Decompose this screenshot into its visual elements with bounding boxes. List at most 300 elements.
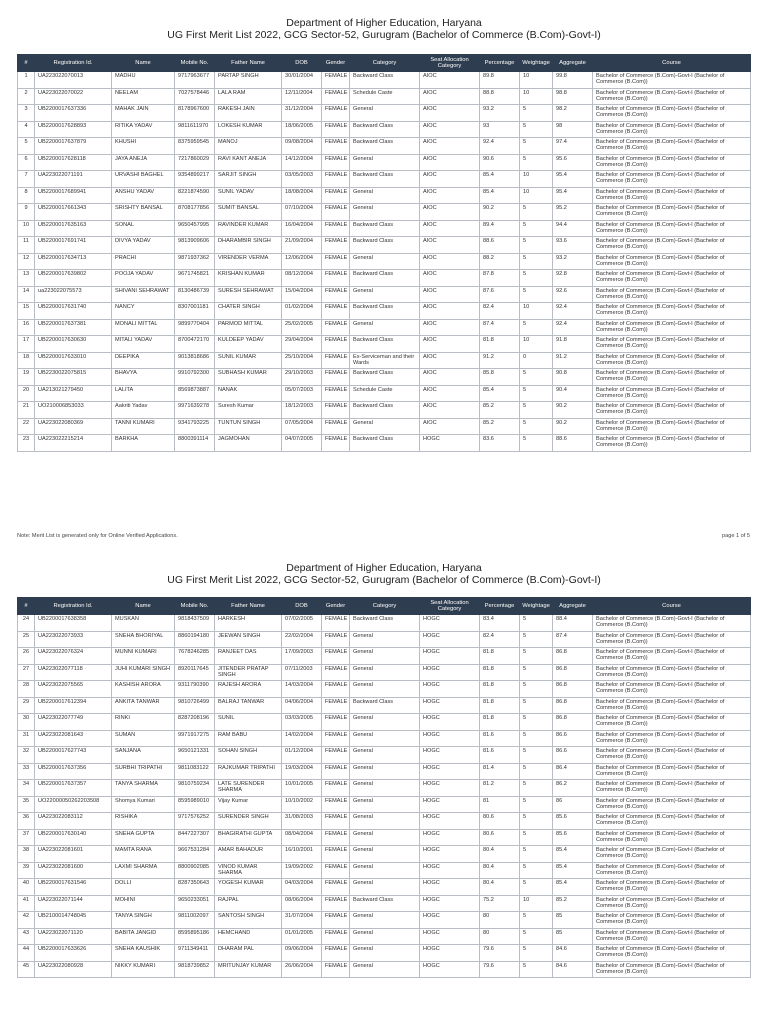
cell-weightage: 5 [520,714,553,731]
cell-dob: 19/03/2004 [282,763,322,780]
cell-aggregate: 85 [553,928,593,945]
cell-mobile-no: 9818437509 [175,615,215,632]
department-title: Department of Higher Education, Haryana [286,17,482,29]
cell-father-name: RAJKUMAR TRIPATHI [215,763,282,780]
cell-registration-id: UA223022077749 [35,714,112,731]
cell-father-name: JEEWAN SINGH [215,631,282,648]
cell-mobile-no: 9971639278 [175,402,215,419]
cell-aggregate: 90.2 [553,418,593,435]
cell-sr-no: 9 [18,204,35,221]
cell-name: TANNI KUMARI [112,418,175,435]
cell-name: URVASHI BAGHEL [112,171,175,188]
cell-sr-no: 44 [18,945,35,962]
cell-category: Backward Class [350,220,420,237]
cell-registration-id: UA223022081601 [35,846,112,863]
cell-gender: FEMALE [322,945,350,962]
cell-aggregate: 86.6 [553,747,593,764]
cell-sr-no: 5 [18,138,35,155]
cell-category: Backward Class [350,72,420,89]
cell-registration-id: UA223022075565 [35,681,112,698]
cell-registration-id: UB2200017691741 [35,237,112,254]
cell-category: General [350,961,420,978]
cell-dob: 08/04/2004 [282,829,322,846]
cell-name: Shomya Kumari [112,796,175,813]
cell-seat-allocation-category: HOGC [420,928,480,945]
cell-name: MOHINI [112,895,175,912]
cell-course: Bachelor of Commerce (B.Com)-Govt-I (Bachelor of Commerce (B.Com)) [593,879,751,896]
table-row [18,303,751,320]
cell-weightage: 5 [520,879,553,896]
cell-weightage: 5 [520,631,553,648]
cell-seat-allocation-category: HOGC [420,714,480,731]
cell-category: General [350,912,420,929]
cell-weightage: 10 [520,336,553,353]
cell-seat-allocation-category: HOGC [420,961,480,978]
cell-weightage: 5 [520,763,553,780]
cell-registration-id: UB2230022075815 [35,369,112,386]
cell-category: General [350,846,420,863]
cell-dob: 08/12/2004 [282,270,322,287]
cell-percentage: 80.4 [480,879,520,896]
cell-category: Backward Class [350,402,420,419]
cell-dob: 14/03/2004 [282,681,322,698]
cell-name: MONALI MITTAL [112,319,175,336]
cell-seat-allocation-category: AIOC [420,385,480,402]
cell-course: Bachelor of Commerce (B.Com)-Govt-I (Bachelor of Commerce (B.Com)) [593,829,751,846]
cell-weightage: 5 [520,730,553,747]
cell-aggregate: 95.4 [553,187,593,204]
cell-registration-id: UA223022070013 [35,72,112,89]
department-title: Department of Higher Education, Haryana [286,562,482,574]
cell-aggregate: 85.4 [553,862,593,879]
cell-aggregate: 87.4 [553,631,593,648]
cell-category: Backward Class [350,435,420,452]
cell-sr-no: 19 [18,369,35,386]
column-header-gender: Gender [322,55,350,72]
cell-father-name: SURENDER SINGH [215,813,282,830]
cell-category: General [350,763,420,780]
cell-course: Bachelor of Commerce (B.Com)-Govt-I (Bachelor of Commerce (B.Com)) [593,369,751,386]
cell-weightage: 5 [520,435,553,452]
cell-sr-no: 23 [18,435,35,452]
cell-father-name: SANTOSH SINGH [215,912,282,929]
cell-course: Bachelor of Commerce (B.Com)-Govt-I (Bachelor of Commerce (B.Com)) [593,912,751,929]
cell-name: NEELAM [112,88,175,105]
cell-aggregate: 92.4 [553,319,593,336]
cell-aggregate: 92.6 [553,286,593,303]
cell-percentage: 80 [480,912,520,929]
cell-gender: FEMALE [322,879,350,896]
cell-father-name: NANAK [215,385,282,402]
column-header-registration-id: Registration Id. [35,598,112,615]
cell-gender: FEMALE [322,121,350,138]
cell-seat-allocation-category: HOGC [420,615,480,632]
cell-dob: 09/08/2004 [282,138,322,155]
cell-aggregate: 86.8 [553,681,593,698]
cell-father-name: SUBHASH KUMAR [215,369,282,386]
cell-weightage: 5 [520,615,553,632]
cell-seat-allocation-category: AIOC [420,121,480,138]
cell-mobile-no: 7217860029 [175,154,215,171]
cell-registration-id: UB2200017627743 [35,747,112,764]
column-header-percentage: Percentage [480,55,520,72]
cell-course: Bachelor of Commerce (B.Com)-Govt-I (Bachelor of Commerce (B.Com)) [593,664,751,681]
cell-mobile-no: 9650233051 [175,895,215,912]
cell-weightage: 5 [520,385,553,402]
cell-gender: FEMALE [322,780,350,797]
cell-gender: FEMALE [322,961,350,978]
cell-sr-no: 33 [18,763,35,780]
cell-seat-allocation-category: AIOC [420,418,480,435]
cell-sr-no: 40 [18,879,35,896]
cell-seat-allocation-category: AIOC [420,105,480,122]
cell-weightage: 5 [520,664,553,681]
cell-dob: 07/11/2003 [282,664,322,681]
cell-sr-no: 21 [18,402,35,419]
table-row [18,796,751,813]
cell-registration-id: UA223022071191 [35,171,112,188]
cell-sr-no: 13 [18,270,35,287]
cell-percentage: 79.6 [480,961,520,978]
cell-registration-id: UA223022073933 [35,631,112,648]
cell-name: MADHU [112,72,175,89]
footnote: Note: Merit List is generated only for Online Verified Applications. [17,533,178,539]
table-row [18,369,751,386]
cell-percentage: 88.8 [480,88,520,105]
cell-weightage: 5 [520,945,553,962]
cell-registration-id: UB2200017689941 [35,187,112,204]
cell-name: LAXMI SHARMA [112,862,175,879]
cell-sr-no: 41 [18,895,35,912]
cell-dob: 18/12/2003 [282,402,322,419]
cell-dob: 22/02/2004 [282,631,322,648]
cell-father-name: Suresh Kumar [215,402,282,419]
cell-father-name: VINOD KUMAR SHARMA [215,862,282,879]
cell-sr-no: 2 [18,88,35,105]
cell-gender: FEMALE [322,912,350,929]
cell-seat-allocation-category: HOGC [420,829,480,846]
cell-course: Bachelor of Commerce (B.Com)-Govt-I (Bachelor of Commerce (B.Com)) [593,813,751,830]
cell-mobile-no: 8708177856 [175,204,215,221]
cell-percentage: 93 [480,121,520,138]
cell-dob: 07/02/2005 [282,615,322,632]
cell-mobile-no: 9910792300 [175,369,215,386]
cell-weightage: 5 [520,796,553,813]
cell-category: General [350,631,420,648]
cell-aggregate: 93.2 [553,253,593,270]
cell-name: SONAL [112,220,175,237]
cell-weightage: 5 [520,862,553,879]
cell-weightage: 5 [520,105,553,122]
cell-percentage: 80 [480,928,520,945]
cell-sr-no: 45 [18,961,35,978]
cell-mobile-no: 9650121331 [175,747,215,764]
cell-gender: FEMALE [322,631,350,648]
cell-mobile-no: 8307001181 [175,303,215,320]
cell-sr-no: 16 [18,319,35,336]
cell-percentage: 75.2 [480,895,520,912]
table-row [18,253,751,270]
cell-father-name: BALRAJ TANWAR [215,697,282,714]
cell-aggregate: 91.2 [553,352,593,369]
cell-dob: 31/07/2004 [282,912,322,929]
table-row [18,780,751,797]
cell-gender: FEMALE [322,237,350,254]
cell-seat-allocation-category: HOGC [420,846,480,863]
cell-father-name: HARKESH [215,615,282,632]
cell-mobile-no: 9971917275 [175,730,215,747]
cell-gender: FEMALE [322,187,350,204]
cell-father-name: YOGESH KUMAR [215,879,282,896]
cell-sr-no: 43 [18,928,35,945]
cell-name: MAMTA RANA [112,846,175,863]
cell-weightage: 5 [520,237,553,254]
table-row [18,336,751,353]
cell-mobile-no: 8375959545 [175,138,215,155]
cell-sr-no: 26 [18,648,35,665]
cell-dob: 29/04/2004 [282,336,322,353]
table-row [18,681,751,698]
cell-gender: FEMALE [322,714,350,731]
cell-percentage: 81.8 [480,648,520,665]
cell-aggregate: 95.2 [553,204,593,221]
cell-sr-no: 14 [18,286,35,303]
cell-name: SHIVANI SEHRAWAT [112,286,175,303]
column-header-name: Name [112,598,175,615]
cell-name: MITALI YADAV [112,336,175,353]
cell-category: Backward Class [350,138,420,155]
cell-gender: FEMALE [322,697,350,714]
cell-name: TANYA SINGH [112,912,175,929]
cell-aggregate: 85.4 [553,846,593,863]
cell-registration-id: UA223022081600 [35,862,112,879]
cell-registration-id: UA223022215214 [35,435,112,452]
cell-dob: 21/09/2004 [282,237,322,254]
cell-dob: 04/03/2004 [282,879,322,896]
column-header-aggregate: Aggregate [553,55,593,72]
cell-aggregate: 86.6 [553,730,593,747]
cell-name: KHUSHI [112,138,175,155]
cell-weightage: 10 [520,187,553,204]
cell-dob: 01/01/2005 [282,928,322,945]
cell-course: Bachelor of Commerce (B.Com)-Govt-I (Bachelor of Commerce (B.Com)) [593,895,751,912]
cell-category: General [350,319,420,336]
cell-father-name: PARTAP SINGH [215,72,282,89]
cell-dob: 04/06/2004 [282,697,322,714]
table-row [18,402,751,419]
cell-weightage: 5 [520,253,553,270]
cell-mobile-no: 8221874590 [175,187,215,204]
column-header-seat-allocation-category: Seat Allocation Category [420,598,480,615]
cell-course: Bachelor of Commerce (B.Com)-Govt-I (Bachelor of Commerce (B.Com)) [593,435,751,452]
cell-sr-no: 1 [18,72,35,89]
cell-course: Bachelor of Commerce (B.Com)-Govt-I (Bachelor of Commerce (B.Com)) [593,945,751,962]
cell-name: SNEHA GUPTA [112,829,175,846]
cell-course: Bachelor of Commerce (B.Com)-Govt-I (Bachelor of Commerce (B.Com)) [593,780,751,797]
cell-dob: 25/10/2004 [282,352,322,369]
cell-dob: 01/02/2004 [282,303,322,320]
cell-percentage: 89.4 [480,220,520,237]
cell-father-name: MRITUNJAY KUMAR [215,961,282,978]
cell-category: Ex-Serviceman and their Wards [350,352,420,369]
table-row [18,714,751,731]
cell-weightage: 10 [520,303,553,320]
cell-dob: 30/01/2004 [282,72,322,89]
cell-sr-no: 15 [18,303,35,320]
column-header-father-name: Father Name [215,598,282,615]
cell-father-name: HEMCHAND [215,928,282,945]
cell-percentage: 93.2 [480,105,520,122]
cell-weightage: 10 [520,72,553,89]
cell-name: RINKI [112,714,175,731]
cell-aggregate: 84.6 [553,945,593,962]
cell-course: Bachelor of Commerce (B.Com)-Govt-I (Bachelor of Commerce (B.Com)) [593,402,751,419]
column-header-dob: DOB [282,55,322,72]
cell-father-name: KRISHAN KUMAR [215,270,282,287]
cell-weightage: 5 [520,813,553,830]
cell-gender: FEMALE [322,664,350,681]
cell-name: RITIKA YADAV [112,121,175,138]
cell-gender: FEMALE [322,418,350,435]
cell-mobile-no: 9811002097 [175,912,215,929]
cell-aggregate: 99.8 [553,72,593,89]
cell-percentage: 81.6 [480,730,520,747]
cell-seat-allocation-category: AIOC [420,286,480,303]
table-row [18,237,751,254]
cell-mobile-no: 9667531284 [175,846,215,863]
cell-mobile-no: 8800902085 [175,862,215,879]
cell-sr-no: 24 [18,615,35,632]
cell-aggregate: 98.8 [553,88,593,105]
table-row [18,105,751,122]
cell-seat-allocation-category: AIOC [420,303,480,320]
cell-sr-no: 31 [18,730,35,747]
cell-name: RISHIKA [112,813,175,830]
cell-gender: FEMALE [322,253,350,270]
cell-course: Bachelor of Commerce (B.Com)-Govt-I (Bachelor of Commerce (B.Com)) [593,88,751,105]
cell-course: Bachelor of Commerce (B.Com)-Govt-I (Bachelor of Commerce (B.Com)) [593,697,751,714]
cell-course: Bachelor of Commerce (B.Com)-Govt-I (Bachelor of Commerce (B.Com)) [593,72,751,89]
cell-aggregate: 90.8 [553,369,593,386]
table-row [18,435,751,452]
cell-gender: FEMALE [322,895,350,912]
table-row [18,730,751,747]
column-header-course: Course [593,55,751,72]
cell-mobile-no: 9899770404 [175,319,215,336]
cell-gender: FEMALE [322,204,350,221]
cell-weightage: 5 [520,121,553,138]
cell-father-name: PARMOD MITTAL [215,319,282,336]
cell-father-name: VIRENDER VERMA [215,253,282,270]
cell-dob: 14/12/2004 [282,154,322,171]
cell-course: Bachelor of Commerce (B.Com)-Govt-I (Bachelor of Commerce (B.Com)) [593,105,751,122]
cell-registration-id: UA223022077118 [35,664,112,681]
cell-sr-no: 8 [18,187,35,204]
table-row [18,813,751,830]
cell-father-name: RAVI KANT ANEJA [215,154,282,171]
cell-sr-no: 38 [18,846,35,863]
cell-gender: FEMALE [322,928,350,945]
cell-course: Bachelor of Commerce (B.Com)-Govt-I (Bachelor of Commerce (B.Com)) [593,154,751,171]
cell-category: General [350,681,420,698]
cell-registration-id: UA223022070022 [35,88,112,105]
cell-sr-no: 27 [18,664,35,681]
cell-father-name: SARJIT SINGH [215,171,282,188]
merit-table [17,597,751,978]
cell-registration-id: UA223022080928 [35,961,112,978]
table-row [18,171,751,188]
cell-sr-no: 22 [18,418,35,435]
cell-course: Bachelor of Commerce (B.Com)-Govt-I (Bachelor of Commerce (B.Com)) [593,171,751,188]
page-number: page 1 of 5 [722,533,750,539]
cell-father-name: MANOJ [215,138,282,155]
cell-course: Bachelor of Commerce (B.Com)-Govt-I (Bachelor of Commerce (B.Com)) [593,303,751,320]
cell-name: NIKKY KUMARI [112,961,175,978]
cell-gender: FEMALE [322,615,350,632]
cell-mobile-no: 8700472170 [175,336,215,353]
cell-name: MAHAK JAIN [112,105,175,122]
cell-course: Bachelor of Commerce (B.Com)-Govt-I (Bachelor of Commerce (B.Com)) [593,286,751,303]
cell-father-name: SOHAN SINGH [215,747,282,764]
cell-percentage: 90.6 [480,154,520,171]
cell-mobile-no: 8287350643 [175,879,215,896]
cell-dob: 31/12/2004 [282,105,322,122]
cell-course: Bachelor of Commerce (B.Com)-Govt-I (Bachelor of Commerce (B.Com)) [593,631,751,648]
cell-father-name: SUNIL KUMAR [215,352,282,369]
cell-father-name: BHAGIRATHI GUPTA [215,829,282,846]
cell-seat-allocation-category: AIOC [420,88,480,105]
cell-percentage: 80.6 [480,829,520,846]
column-header-category: Category [350,55,420,72]
cell-weightage: 5 [520,829,553,846]
cell-sr-no: 17 [18,336,35,353]
table-row [18,879,751,896]
cell-category: General [350,945,420,962]
cell-weightage: 5 [520,138,553,155]
cell-percentage: 82.4 [480,631,520,648]
cell-father-name: DHARAM PAL [215,945,282,962]
table-row [18,664,751,681]
cell-category: Backward Class [350,615,420,632]
cell-father-name: JITENDER PRATAP SINGH [215,664,282,681]
cell-gender: FEMALE [322,336,350,353]
cell-seat-allocation-category: AIOC [420,72,480,89]
cell-weightage: 5 [520,648,553,665]
column-header-weightage: Weightage [520,598,553,615]
cell-registration-id: UA223022083112 [35,813,112,830]
cell-sr-no: 4 [18,121,35,138]
cell-sr-no: 37 [18,829,35,846]
cell-category: General [350,187,420,204]
cell-dob: 16/10/2001 [282,846,322,863]
cell-gender: FEMALE [322,648,350,665]
cell-father-name: LOKESH KUMAR [215,121,282,138]
table-row [18,912,751,929]
cell-aggregate: 88.4 [553,615,593,632]
cell-sr-no: 36 [18,813,35,830]
cell-percentage: 92.4 [480,138,520,155]
cell-mobile-no: 9871937362 [175,253,215,270]
cell-registration-id: ua223022075573 [35,286,112,303]
cell-name: DEEPIKA [112,352,175,369]
cell-mobile-no: 9013818686 [175,352,215,369]
cell-sr-no: 28 [18,681,35,698]
cell-percentage: 81.8 [480,681,520,698]
cell-gender: FEMALE [322,220,350,237]
cell-aggregate: 90.4 [553,385,593,402]
cell-mobile-no: 9811611970 [175,121,215,138]
cell-gender: FEMALE [322,369,350,386]
